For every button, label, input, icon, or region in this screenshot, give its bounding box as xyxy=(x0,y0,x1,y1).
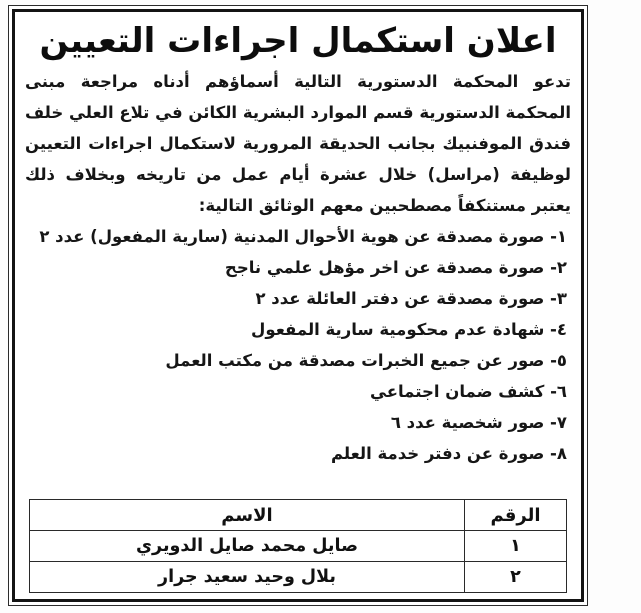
document-item-2: ٢- صورة مصدقة عن اخر مؤهل علمي ناجح xyxy=(224,258,567,277)
document-item-6: ٦- كشف ضمان اجتماعي xyxy=(370,382,567,401)
ad-inner-frame xyxy=(12,9,584,602)
documents-list xyxy=(25,221,571,469)
table-row xyxy=(30,562,567,593)
document-item-5: ٥- صور عن جميع الخبرات مصدقة من مكتب العمل xyxy=(165,351,567,370)
document-item-8: ٨- صورة عن دفتر خدمة العلم xyxy=(330,444,567,463)
table-row xyxy=(30,531,567,562)
document-item-3: ٣- صورة مصدقة عن دفتر العائلة عدد ٢ xyxy=(255,289,567,308)
announcement-title: اعلان استكمال اجراءات التعيين xyxy=(39,21,557,61)
cell-number-2: ٢ xyxy=(465,562,567,593)
document-item-4: ٤- شهادة عدم محكومية سارية المفعول xyxy=(251,320,567,339)
document-item-7: ٧- صور شخصية عدد ٦ xyxy=(390,413,567,432)
cell-name-2: بلال وحيد سعيد جرار xyxy=(30,562,465,593)
cell-name-1: صايل محمد صايل الدويري xyxy=(30,531,465,562)
ad-outer-frame xyxy=(8,5,588,606)
header-cell-number: الرقم xyxy=(465,500,567,531)
table-header-row xyxy=(30,500,567,531)
announcement-body: تدعو المحكمة الدستورية التالية أسماؤهم أدناه مراجعة مبنى المحكمة الدستورية قسم الموارد البشرية الكائن في تلاع العلي خلف فندق الموفنبيك بجانب الحديقة المرورية لاستكمال اجراءات التعيين لوظيفة (مراسل) خلال عشرة أيام عمل من تاريخه وبخلاف ذلك يعتبر مستنكفاً مصطحبين معهم الوثائق التالية: xyxy=(25,72,571,215)
document-item-1: ١- صورة مصدقة عن هوية الأحوال المدنية (سارية المفعول) عدد ٢ xyxy=(39,227,567,246)
cell-number-1: ١ xyxy=(465,531,567,562)
header-cell-name: الاسم xyxy=(30,500,465,531)
applicants-table xyxy=(29,499,567,593)
